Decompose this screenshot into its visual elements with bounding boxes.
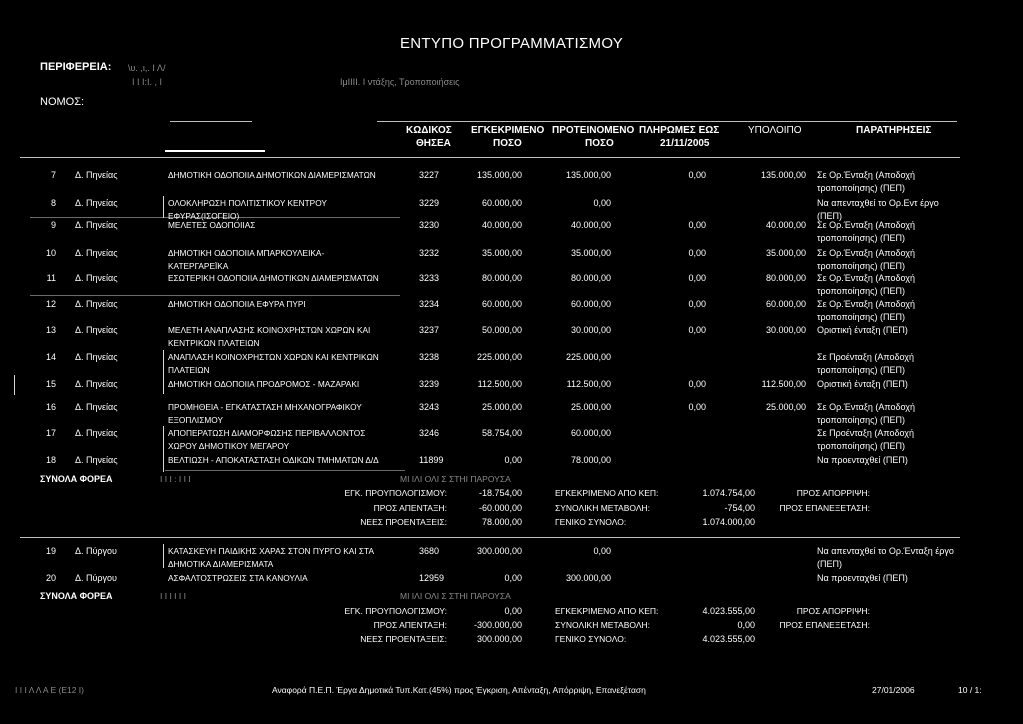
remaining-amount: 30.000,00 [765,325,806,335]
remarks: Σε Προένταξη (Αποδοχή [817,352,914,362]
project-code: 3232 [419,248,440,258]
row-number: 8 [50,198,56,208]
row-number: 12 [45,299,56,309]
project-code: 11899 [419,455,444,465]
project-name: ΑΠΟΠΕΡΑΤΩΣΗ ΔΙΑΜΟΡΦΩΣΗΣ ΠΕΡΙΒΑΛΛΟΝΤΟΣ [168,428,366,438]
row-body: Δ. Πηνείας [75,402,118,412]
project-name: ΕΞΟΠΛΙΣΜΟΥ [168,415,223,425]
proposed-amount: 0,00 [593,546,611,556]
project-name: ΟΛΟΚΛΗΡΩΣΗ ΠΟΛΙΤΙΣΤΙΚΟΥ ΚΕΝΤΡΟΥ [168,198,327,208]
project-name: ΧΩΡΟΥ ΔΗΜΟΤΙΚΟΥ ΜΕΓΑΡΟΥ [168,441,290,451]
footer-code: Ι Ι Ι Λ Λ Α Ε (Ε12 Ι) [15,685,85,695]
row-body: Δ. Πηνείας [75,455,118,465]
row-number: 15 [45,379,56,389]
remaining-amount: 135.000,00 [760,170,806,180]
remaining-amount: 80.000,00 [765,273,806,283]
row-body: Δ. Πηνείας [75,248,118,258]
remarks: Σε Ορ.Ένταξη (Αποδοχή [817,220,916,230]
project-name: ΚΑΤΕΡΓΑΡΕΪΚΑ [168,261,229,271]
remarks: Να προενταχθεί (ΠΕΠ) [817,455,908,465]
row-separator [163,350,164,394]
region-value: \υ. ,ι,. Ι Λ/ [128,63,166,73]
column-header-remaining: ΥΠΟΛΟΙΠΟ [748,125,802,136]
header-divider [20,157,960,158]
summary-mid-label: ΕΓΚΕΚΡΙΜΕΝΟ ΑΠΟ ΚΕΠ: [555,488,659,498]
project-code: 3234 [419,299,440,309]
project-name: ΔΗΜΟΤΙΚΗ ΟΔΟΠΟΙΙΑ ΜΠΑΡΚΟΥΛΕΙΚΑ- [168,248,325,258]
summary-left-value: -300.000,00 [473,620,522,630]
approved-amount: 225.000,00 [476,352,522,362]
remaining-amount: 25.000,00 [765,402,806,412]
approved-amount: 35.000,00 [481,248,522,258]
project-code: 3238 [419,352,440,362]
summary-right-label: ΠΡΟΣ ΕΠΑΝΕΞΕΤΑΣΗ: [779,620,870,630]
region-label: ΠΕΡΙΦΕΡΕΙΑ: [40,61,112,73]
remarks: Οριστική ένταξη (ΠΕΠ) [817,325,908,335]
payments-amount: 0,00 [688,402,706,412]
header-rule-right [377,121,957,122]
project-name: ΚΕΝΤΡΙΚΩΝ ΠΛΑΤΕΙΩΝ [168,338,260,348]
project-name: ΕΦΥΡΑΣ(ΙΣΟΓΕΙΟ) [168,211,240,221]
remarks: Οριστική ένταξη (ΠΕΠ) [817,379,908,389]
project-name: ΔΗΜΟΤΙΚΑ ΔΙΑΜΕΡΙΣΜΑΤΑ [168,559,274,569]
approved-amount: 112.500,00 [477,379,522,389]
summary-mid-value: 0,00 [737,620,755,630]
remarks: Σε Ορ.Ένταξη (Αποδοχή [817,402,916,412]
summary-left-value: 0,00 [504,606,522,616]
proposed-amount: 135.000,00 [565,170,611,180]
project-name: ΔΗΜΟΤΙΚΗ ΟΔΟΠΟΙΙΑ ΕΦΥΡΑ ΠΥΡΙ [168,299,306,309]
remaining-amount: 60.000,00 [765,299,806,309]
remarks: τροποποίησης) (ΠΕΠ) [817,415,905,425]
column-header-proposed-sub: ΠΟΣΟ [585,138,614,149]
approved-amount: 80.000,00 [481,273,522,283]
remaining-amount: 35.000,00 [765,248,806,258]
totals-faded-left: Ι Ι Ι : Ι Ι Ι [160,474,191,484]
remarks: τροποποίησης) (ΠΕΠ) [817,312,905,322]
proposed-amount: 80.000,00 [570,273,611,283]
project-code: 3227 [419,170,440,180]
row-number: 18 [45,455,56,465]
summary-right-label: ΠΡΟΣ ΑΠΟΡΡΙΨΗ: [796,606,870,616]
row-number: 19 [45,546,56,556]
summary-mid-value: 4.023.555,00 [702,606,755,616]
header-rule-left [170,121,252,122]
payments-amount: 0,00 [688,220,706,230]
payments-amount: 0,00 [688,379,706,389]
footer-date: 27/01/2006 [872,685,915,695]
remarks: Να προενταχθεί (ΠΕΠ) [817,573,908,583]
proposed-amount: 35.000,00 [570,248,611,258]
payments-amount: 0,00 [688,170,706,180]
project-name: ΜΕΛΕΤΗ ΑΝΑΠΛΑΣΗΣ ΚΟΙΝΟΧΡΗΣΤΩΝ ΧΩΡΩΝ ΚΑΙ [168,325,371,335]
project-name: ΠΡΟΜΗΘΕΙΑ - ΕΓΚΑΤΑΣΤΑΣΗ ΜΗΧΑΝΟΓΡΑΦΙΚΟΥ [168,402,362,412]
column-header-code-sub: ΘΗΣΕΑ [416,138,451,149]
project-code: 12959 [419,573,445,583]
approved-amount: 58.754,00 [481,428,522,438]
remaining-amount: 40.000,00 [765,220,806,230]
proposed-amount: 60.000,00 [570,299,611,309]
remarks: τροποποίησης) (ΠΕΠ) [817,286,905,296]
project-code: 3229 [419,198,440,208]
summary-left-label: ΕΓΚ. ΠΡΟΥΠΟΛΟΓΙΣΜΟΥ: [344,606,447,616]
header-faded-line-left: Ι Ι Ι:Ι. , Ι [132,77,163,87]
remarks: Να απενταχθεί το Ορ.Εντ έργο [817,198,939,208]
row-number: 20 [45,573,56,583]
group-divider [20,537,960,538]
row-number: 7 [50,170,56,180]
project-code: 3243 [419,402,440,412]
row-body: Δ. Πηνείας [75,428,118,438]
summary-right-label: ΠΡΟΣ ΕΠΑΝΕΞΕΤΑΣΗ: [779,503,870,513]
row-body: Δ. Πηνείας [75,299,118,309]
summary-left-value: -60.000,00 [478,503,522,513]
summary-left-value: 78.000,00 [481,517,522,527]
summary-left-value: -18.754,00 [478,488,522,498]
totals-faded-left: Ι Ι Ι Ι Ι Ι [160,591,186,601]
column-header-proposed: ΠΡΟΤΕΙΝΟΜΕΝΟ [552,125,635,136]
summary-mid-label: ΣΥΝΟΛΙΚΗ ΜΕΤΑΒΟΛΗ: [555,503,651,513]
row-separator [163,426,164,472]
project-name: ΒΕΛΤΙΩΣΗ - ΑΠΟΚΑΤΑΣΤΑΣΗ ΟΔΙΚΩΝ ΤΜΗΜΑΤΩΝ Δ/Δ [168,455,379,465]
project-name: ΔΗΜΟΤΙΚΗ ΟΔΟΠΟΙΙΑ ΠΡΟΔΡΟΜΟΣ - ΜΑΖΑΡΑΚΙ [168,379,360,389]
project-code: 3230 [419,220,440,230]
row-rule [30,295,400,296]
remarks: Σε Ορ.Ένταξη (Αποδοχή [817,273,916,283]
approved-amount: 0,00 [504,455,522,465]
row-number: 11 [46,273,56,283]
row-body: Δ. Πηνείας [75,220,118,230]
proposed-amount: 112.500,00 [566,379,611,389]
remarks: (ΠΕΠ) [817,559,842,569]
remarks: τροποποίησης) (ΠΕΠ) [817,183,905,193]
summary-mid-label: ΣΥΝΟΛΙΚΗ ΜΕΤΑΒΟΛΗ: [555,620,651,630]
payments-amount: 0,00 [688,299,706,309]
row-separator [163,544,164,568]
project-code: 3237 [419,325,440,335]
project-code: 3239 [419,379,440,389]
totals-label: ΣΥΝΟΛΑ ΦΟΡΕΑ [40,591,113,601]
column-header-payments: ΠΛΗΡΩΜΕΣ ΕΩΣ [639,125,720,136]
payments-amount: 0,00 [688,325,706,335]
row-number: 10 [45,248,56,258]
summary-right-label: ΠΡΟΣ ΑΠΟΡΡΙΨΗ: [796,488,870,498]
remarks: (ΠΕΠ) [817,211,842,221]
summary-mid-label: ΕΓΚΕΚΡΙΜΕΝΟ ΑΠΟ ΚΕΠ: [555,606,659,616]
approved-amount: 135.000,00 [476,170,522,180]
column-header-remarks: ΠΑΡΑΤΗΡΗΣΕΙΣ [856,125,932,136]
row-number: 17 [45,428,56,438]
column-header-code: ΚΩΔΙΚΟΣ [406,125,452,136]
proposed-amount: 60.000,00 [570,428,611,438]
approved-amount: 60.000,00 [481,198,522,208]
summary-mid-label: ΓΕΝΙΚΟ ΣΥΝΟΛΟ: [555,517,627,527]
row-body: Δ. Πύργου [75,546,117,556]
row-body: Δ. Πηνείας [75,198,118,208]
row-number: 14 [45,352,56,362]
remarks: Σε Ορ.Ένταξη (Αποδοχή [817,299,916,309]
remarks: Να απενταχθεί το Ορ.Ένταξη έργο [817,546,954,556]
summary-mid-value: -754,00 [724,503,755,513]
row-rule [165,470,405,471]
project-code: 3246 [419,428,440,438]
footer-report-title: Αναφορά Π.Ε.Π. Έργα Δημοτικά Τυπ.Κατ.(45%) προς Έγκριση, Απένταξη, Απόρριψη, Επανεξέταση [272,685,646,695]
project-name: ΠΛΑΤΕΙΩΝ [168,365,210,375]
footer-page-number: 10 / 1: [958,685,982,695]
approved-amount: 60.000,00 [481,299,522,309]
column-header-approved: ΕΓΚΕΚΡΙΜΕΝΟ [471,125,545,136]
remaining-amount: 112.500,00 [761,379,806,389]
remarks: τροποποίησης) (ΠΕΠ) [817,261,905,271]
summary-mid-value: 1.074.000,00 [702,517,755,527]
project-code: 3680 [419,546,440,556]
approved-amount: 300.000,00 [476,546,522,556]
remarks: τροποποίησης) (ΠΕΠ) [817,441,905,451]
row-number: 13 [45,325,56,335]
row-body: Δ. Πηνείας [75,273,118,283]
remarks: Σε Προένταξη (Αποδοχή [817,428,914,438]
payments-amount: 0,00 [688,273,706,283]
header-faded-line-right: ΙμΙΙΙΙ. Ι ντάξης, Τροποποιήσεις [340,77,460,87]
summary-left-value: 300.000,00 [476,634,522,644]
project-name: ΔΗΜΟΤΙΚΗ ΟΔΟΠΟΙΙΑ ΔΗΜΟΤΙΚΩΝ ΔΙΑΜΕΡΙΣΜΑΤΩΝ [168,170,376,180]
project-code: 3233 [419,273,440,283]
project-name: ΜΕΛΕΤΕΣ ΟΔΟΠΟΙΙΑΣ [168,220,256,230]
summary-left-label: ΠΡΟΣ ΑΠΕΝΤΑΞΗ: [373,503,447,513]
totals-faded-right: ΜΙ ΙΛΙ ΟΛΙ Σ ΣΤΗΙ ΠΑΡΟΥΣΑ [400,591,511,601]
prefecture-label: ΝΟΜΟΣ: [40,96,85,108]
proposed-amount: 225.000,00 [565,352,611,362]
totals-faded-right: ΜΙ ΙΛΙ ΟΛΙ Σ ΣΤΗΙ ΠΑΡΟΥΣΑ [400,474,511,484]
summary-left-label: ΝΕΕΣ ΠΡΟΕΝΤΑΞΕΙΣ: [360,634,447,644]
approved-amount: 25.000,00 [481,402,522,412]
proposed-amount: 25.000,00 [570,402,611,412]
remarks: Σε Ορ.Ένταξη (Αποδοχή [817,248,916,258]
row-separator [14,375,15,395]
payments-amount: 0,00 [688,248,706,258]
summary-mid-value: 1.074.754,00 [702,488,755,498]
project-name: ΚΑΤΑΣΚΕΥΗ ΠΑΙΔΙΚΗΣ ΧΑΡΑΣ ΣΤΟΝ ΠΥΡΓΟ ΚΑΙ ΣΤΑ [168,546,375,556]
approved-amount: 50.000,00 [481,325,522,335]
summary-left-label: ΠΡΟΣ ΑΠΕΝΤΑΞΗ: [373,620,447,630]
project-name: ΕΣΩΤΕΡΙΚΗ ΟΔΟΠΟΙΙΑ ΔΗΜΟΤΙΚΩΝ ΔΙΑΜΕΡΙΣΜΑΤΩΝ [168,273,379,283]
row-number: 9 [50,220,56,230]
row-body: Δ. Πηνείας [75,170,118,180]
row-body: Δ. Πηνείας [75,379,118,389]
summary-mid-label: ΓΕΝΙΚΟ ΣΥΝΟΛΟ: [555,634,627,644]
form-title: ΕΝΤΥΠΟ ΠΡΟΓΡΑΜΜΑΤΙΣΜΟΥ [400,35,624,52]
approved-amount: 0,00 [504,573,522,583]
header-bar [165,150,265,152]
column-header-approved-sub: ΠΟΣΟ [493,138,522,149]
row-body: Δ. Πηνείας [75,325,118,335]
remarks: τροποποίησης) (ΠΕΠ) [817,365,905,375]
proposed-amount: 40.000,00 [570,220,611,230]
summary-left-label: ΕΓΚ. ΠΡΟΥΠΟΛΟΓΙΣΜΟΥ: [344,488,447,498]
proposed-amount: 300.000,00 [565,573,611,583]
remarks: Σε Ορ.Ένταξη (Αποδοχή [817,170,916,180]
proposed-amount: 0,00 [593,198,611,208]
row-number: 16 [45,402,56,412]
approved-amount: 40.000,00 [481,220,522,230]
project-name: ΑΝΑΠΛΑΣΗ ΚΟΙΝΟΧΡΗΣΤΩΝ ΧΩΡΩΝ ΚΑΙ ΚΕΝΤΡΙΚΩΝ [168,352,379,362]
summary-left-label: ΝΕΕΣ ΠΡΟΕΝΤΑΞΕΙΣ: [360,517,447,527]
summary-mid-value: 4.023.555,00 [702,634,755,644]
project-name: ΑΣΦΑΛΤΟΣΤΡΩΣΕΙΣ ΣΤΑ ΚΑΝΟΥΛΙΑ [168,573,308,583]
remarks: τροποποίησης) (ΠΕΠ) [817,233,905,243]
column-header-payments-date: 21/11/2005 [660,138,710,149]
proposed-amount: 30.000,00 [570,325,611,335]
row-body: Δ. Πηνείας [75,352,118,362]
totals-label: ΣΥΝΟΛΑ ΦΟΡΕΑ [40,474,113,484]
proposed-amount: 78.000,00 [570,455,611,465]
row-separator [163,196,164,218]
row-body: Δ. Πύργου [75,573,117,583]
